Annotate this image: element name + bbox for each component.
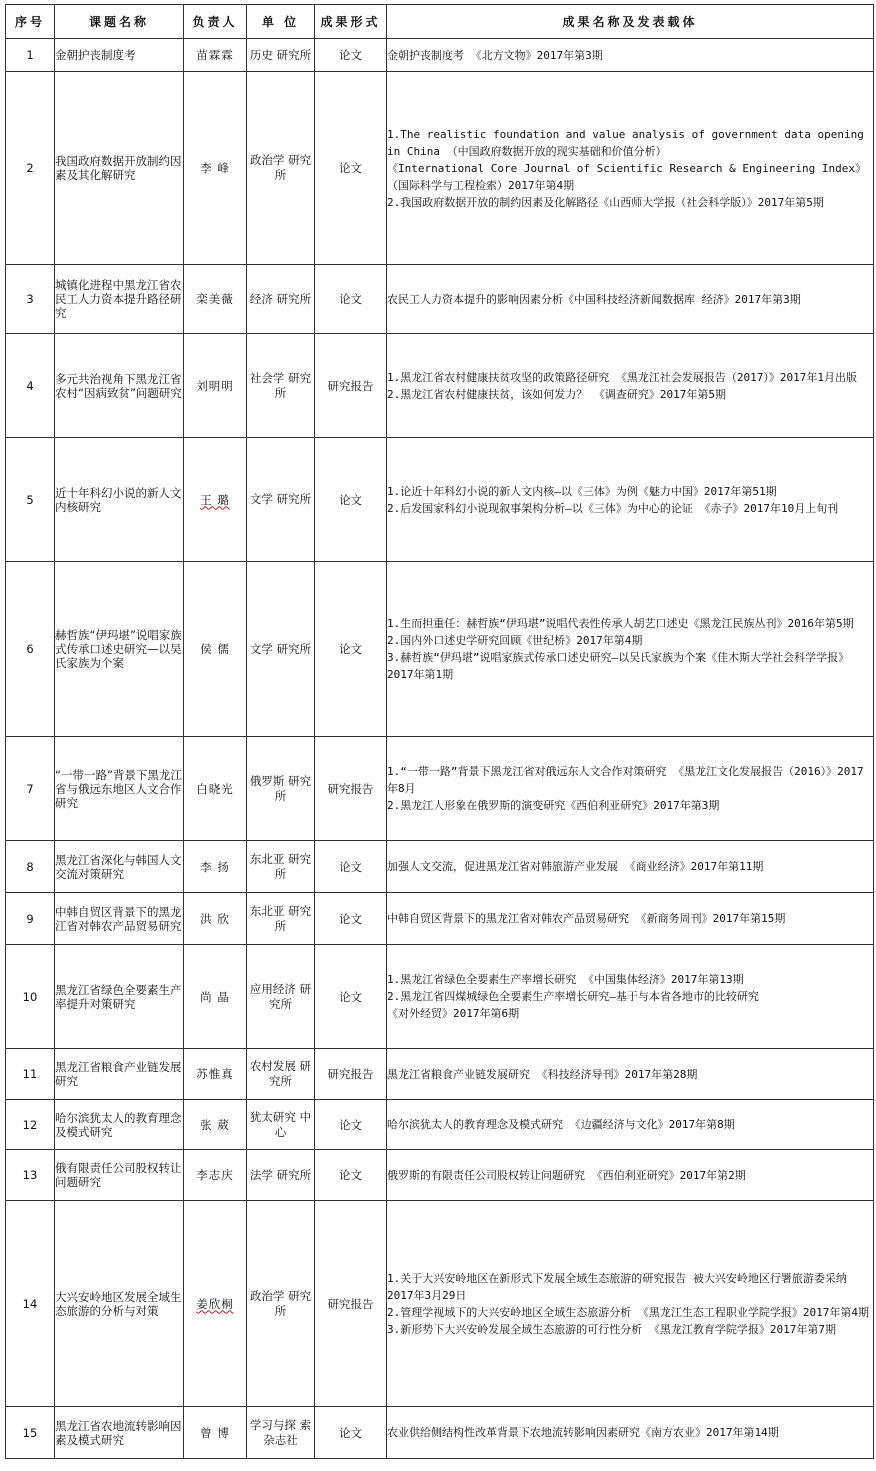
project-title: 黑龙江省粮食产业链发展研究 bbox=[55, 1049, 184, 1100]
project-lead-name: 刘明明 bbox=[196, 378, 234, 393]
output-entry: 2.后发国家科幻小说现叙事架构分析—以《三体》为中心的论证 《赤子》2017年10月上旬刊 bbox=[387, 501, 839, 515]
output-entry: 哈尔滨犹太人的教育理念及模式研究 《边疆经济与文化》2017年第8期 bbox=[387, 1118, 735, 1131]
table-row bbox=[6, 1201, 874, 1407]
project-lead-name: 李 扬 bbox=[200, 859, 230, 874]
row-number: 8 bbox=[6, 841, 55, 893]
unit: 东北亚 研究所 bbox=[247, 841, 315, 893]
row-number: 1 bbox=[6, 39, 55, 72]
output-cell bbox=[387, 1201, 874, 1407]
output-form: 论文 bbox=[315, 1100, 387, 1150]
output-form: 论文 bbox=[315, 438, 387, 562]
project-title: 黑龙江省绿色全要素生产率提升对策研究 bbox=[55, 945, 184, 1049]
project-title: 中韩自贸区背景下的黑龙江省对韩农产品贸易研究 bbox=[55, 893, 184, 945]
project-title: 俄有限责任公司股权转让问题研究 bbox=[55, 1150, 184, 1201]
unit: 文学 研究所 bbox=[247, 438, 315, 562]
project-lead bbox=[184, 945, 247, 1049]
output-cell bbox=[387, 265, 874, 334]
project-lead bbox=[184, 1150, 247, 1201]
output-cell bbox=[387, 39, 874, 72]
output-entry: 黑龙江省粮食产业链发展研究 《科技经济导刊》2017年第28期 bbox=[387, 1067, 698, 1081]
row-number: 13 bbox=[6, 1150, 55, 1201]
output-entry: 加强人文交流，促进黑龙江省对韩旅游产业发展 《商业经济》2017年第11期 bbox=[387, 860, 764, 873]
row-number: 7 bbox=[6, 737, 55, 841]
output-entry: 农民工人力资本提升的影响因素分析《中国科技经济新闻数据库 经济》2017年第3期 bbox=[387, 292, 801, 306]
output-entry: 1.The realistic foundation and value analysis of government data opening in China （中国政府数据开放的现实基础和价值分析） bbox=[387, 127, 864, 158]
unit: 俄罗斯 研究所 bbox=[247, 737, 315, 841]
project-lead bbox=[184, 438, 247, 562]
output-entry: 1.论近十年科幻小说的新人文内核—以《三体》为例《魅力中国》2017年第51期 bbox=[387, 484, 777, 498]
table-row bbox=[6, 893, 874, 945]
output-entry: 《International Core Journal of Scientific Research & Engineering Index》（国际科学与工程检索）2017年第4期 bbox=[387, 161, 866, 192]
results-table bbox=[5, 4, 874, 1459]
output-cell bbox=[387, 893, 874, 945]
row-number: 2 bbox=[6, 72, 55, 265]
project-lead bbox=[184, 72, 247, 265]
output-cell bbox=[387, 72, 874, 265]
table-row bbox=[6, 334, 874, 438]
output-entry: 1.生而担重任：赫哲族“伊玛堪”说唱代表性传承人胡艺口述史《黑龙江民族丛刊》2016年第5期 bbox=[387, 617, 854, 630]
output-form: 研究报告 bbox=[315, 334, 387, 438]
row-number: 12 bbox=[6, 1100, 55, 1150]
unit: 政治学 研究所 bbox=[247, 1201, 315, 1407]
unit: 历史 研究所 bbox=[247, 39, 315, 72]
table-row bbox=[6, 945, 874, 1049]
project-lead bbox=[184, 265, 247, 334]
output-entry: 1.黑龙江省绿色全要素生产率增长研究 《中国集体经济》2017年第13期 bbox=[387, 973, 744, 986]
output-form: 论文 bbox=[315, 265, 387, 334]
output-entry: 1.关于大兴安岭地区在新形式下发展全域生态旅游的研究报告 被大兴安岭地区行署旅游委采纳 2017年3月29日 bbox=[387, 1271, 847, 1302]
table-row bbox=[6, 1100, 874, 1150]
project-title: 我国政府数据开放制约因素及其化解研究 bbox=[55, 72, 184, 265]
output-cell bbox=[387, 1049, 874, 1100]
project-lead-name: 姜欣桐 bbox=[196, 1296, 234, 1311]
table-row bbox=[6, 39, 874, 72]
output-entry: 3.新形势下大兴安岭发展全域生态旅游的可行性分析 《黑龙江教育学院学报》2017年第7期 bbox=[387, 1322, 836, 1336]
project-lead bbox=[184, 1201, 247, 1407]
output-form: 论文 bbox=[315, 1407, 387, 1459]
output-entry: 3.赫哲族“伊玛堪”说唱家族式传承口述史研究—以吴氏家族为个案《佳木斯大学社会科学学报》2017年第1期 bbox=[387, 651, 850, 681]
output-entry: 《对外经贸》2017年第6期 bbox=[387, 1007, 520, 1020]
table-row bbox=[6, 72, 874, 265]
output-entry: 1.“一带一路”背景下黑龙江省对俄远东人文合作对策研究 《黑龙江文化发展报告（2016）》2017年8月 bbox=[387, 765, 864, 795]
project-title: 赫哲族“伊玛堪”说唱家族式传承口述史研究—以吴氏家族为个案 bbox=[55, 562, 184, 737]
row-number: 4 bbox=[6, 334, 55, 438]
output-form: 论文 bbox=[315, 39, 387, 72]
unit: 法学 研究所 bbox=[247, 1150, 315, 1201]
output-cell bbox=[387, 1150, 874, 1201]
output-form: 论文 bbox=[315, 841, 387, 893]
project-title: 哈尔滨犹太人的教育理念及模式研究 bbox=[55, 1100, 184, 1150]
output-entry: 2.管理学视域下的大兴安岭地区全域生态旅游分析 《黑龙江生态工程职业学院学报》2017年第4期 bbox=[387, 1305, 869, 1319]
table-row bbox=[6, 265, 874, 334]
output-form: 研究报告 bbox=[315, 1201, 387, 1407]
output-cell bbox=[387, 737, 874, 841]
output-form: 论文 bbox=[315, 945, 387, 1049]
output-entry: 中韩自贸区背景下的黑龙江省对韩农产品贸易研究 《新商务周刊》2017年第15期 bbox=[387, 912, 786, 925]
header-person: 负责人 bbox=[184, 5, 247, 39]
output-entry: 俄罗斯的有限责任公司股权转让问题研究 《西伯利亚研究》2017年第2期 bbox=[387, 1168, 746, 1182]
row-number: 14 bbox=[6, 1201, 55, 1407]
project-title: 多元共治视角下黑龙江省农村“因病致贫”问题研究 bbox=[55, 334, 184, 438]
project-title: 城镇化进程中黑龙江省农民工人力资本提升路径研究 bbox=[55, 265, 184, 334]
output-cell bbox=[387, 438, 874, 562]
table-row bbox=[6, 438, 874, 562]
row-number: 6 bbox=[6, 562, 55, 737]
output-entry: 2.黑龙江省农村健康扶贫，该如何发力？ 《调查研究》2017年第5期 bbox=[387, 387, 726, 401]
project-lead bbox=[184, 737, 247, 841]
project-title: 黑龙江省农地流转影响因素及模式研究 bbox=[55, 1407, 184, 1459]
table-row bbox=[6, 1049, 874, 1100]
output-cell bbox=[387, 1100, 874, 1150]
row-number: 3 bbox=[6, 265, 55, 334]
output-form: 研究报告 bbox=[315, 1049, 387, 1100]
unit: 东北亚 研究所 bbox=[247, 893, 315, 945]
output-entry: 金朝护丧制度考 《北方文物》2017年第3期 bbox=[387, 48, 603, 62]
header-title: 课题名称 bbox=[55, 5, 184, 39]
project-lead-name: 苏惟真 bbox=[196, 1067, 234, 1081]
header-unit: 单 位 bbox=[247, 5, 315, 39]
project-lead bbox=[184, 39, 247, 72]
output-form: 论文 bbox=[315, 893, 387, 945]
unit: 政治学 研究所 bbox=[247, 72, 315, 265]
unit: 经济 研究所 bbox=[247, 265, 315, 334]
project-title: 金朝护丧制度考 bbox=[55, 39, 184, 72]
project-lead-name: 白晓光 bbox=[196, 781, 234, 796]
project-title: “一带一路”背景下黑龙江省与俄远东地区人文合作研究 bbox=[55, 737, 184, 841]
output-entry: 2.我国政府数据开放的制约因素及化解路径《山西师大学报（社会科学版）》2017年第5期 bbox=[387, 195, 824, 209]
output-entry: 2.黑龙江人形象在俄罗斯的演变研究《西伯利亚研究》2017年第3期 bbox=[387, 799, 720, 812]
header-row bbox=[6, 5, 874, 39]
output-cell bbox=[387, 945, 874, 1049]
output-form: 研究报告 bbox=[315, 737, 387, 841]
header-form: 成果形式 bbox=[315, 5, 387, 39]
header-num: 序号 bbox=[6, 5, 55, 39]
project-lead-name: 洪 欣 bbox=[200, 911, 230, 926]
output-form: 论文 bbox=[315, 72, 387, 265]
unit: 农村发展 研究所 bbox=[247, 1049, 315, 1100]
project-lead-name: 尚 晶 bbox=[200, 989, 230, 1004]
row-number: 11 bbox=[6, 1049, 55, 1100]
project-lead-name: 张 葳 bbox=[200, 1117, 230, 1132]
output-cell bbox=[387, 841, 874, 893]
output-entry: 农业供给侧结构性改革背景下农地流转影响因素研究《南方农业》2017年第14期 bbox=[387, 1426, 779, 1439]
output-entry: 2.黑龙江省四煤城绿色全要素生产率增长研究—基于与本省各地市的比较研究 bbox=[387, 990, 759, 1003]
output-entry: 1.黑龙江省农村健康扶贫攻坚的政策路径研究 《黑龙江社会发展报告（2017）》2017年1月出版 bbox=[387, 370, 857, 384]
project-title: 黑龙江省深化与韩国人文交流对策研究 bbox=[55, 841, 184, 893]
unit: 学习与探 索杂志社 bbox=[247, 1407, 315, 1459]
output-cell bbox=[387, 334, 874, 438]
table-row bbox=[6, 1150, 874, 1201]
project-lead-name: 王 璐 bbox=[200, 492, 230, 507]
unit: 社会学 研究所 bbox=[247, 334, 315, 438]
project-lead bbox=[184, 1049, 247, 1100]
row-number: 10 bbox=[6, 945, 55, 1049]
row-number: 9 bbox=[6, 893, 55, 945]
project-lead bbox=[184, 334, 247, 438]
project-lead-name: 李志庆 bbox=[196, 1168, 234, 1182]
project-title: 大兴安岭地区发展全域生态旅游的分析与对策 bbox=[55, 1201, 184, 1407]
table-row bbox=[6, 737, 874, 841]
project-title: 近十年科幻小说的新人文内核研究 bbox=[55, 438, 184, 562]
project-lead-name: 曾 博 bbox=[200, 1425, 230, 1440]
project-lead bbox=[184, 893, 247, 945]
output-form: 论文 bbox=[315, 1150, 387, 1201]
unit: 文学 研究所 bbox=[247, 562, 315, 737]
output-cell bbox=[387, 562, 874, 737]
row-number: 15 bbox=[6, 1407, 55, 1459]
row-number: 5 bbox=[6, 438, 55, 562]
project-lead bbox=[184, 1100, 247, 1150]
project-lead bbox=[184, 1407, 247, 1459]
header-output: 成果名称及发表载体 bbox=[387, 5, 874, 39]
project-lead-name: 李 峰 bbox=[200, 161, 230, 175]
project-lead-name: 苗霖霖 bbox=[196, 48, 234, 62]
project-lead-name: 侯 儒 bbox=[200, 642, 230, 656]
project-lead bbox=[184, 562, 247, 737]
unit: 犹太研究 中心 bbox=[247, 1100, 315, 1150]
table-row bbox=[6, 1407, 874, 1459]
output-form: 论文 bbox=[315, 562, 387, 737]
output-entry: 2.国内外口述史学研究回顾《世纪桥》2017年第4期 bbox=[387, 634, 643, 647]
table-row bbox=[6, 841, 874, 893]
project-lead-name: 栾美薇 bbox=[196, 292, 234, 306]
unit: 应用经济 研究所 bbox=[247, 945, 315, 1049]
project-lead bbox=[184, 841, 247, 893]
table-row bbox=[6, 562, 874, 737]
output-cell bbox=[387, 1407, 874, 1459]
